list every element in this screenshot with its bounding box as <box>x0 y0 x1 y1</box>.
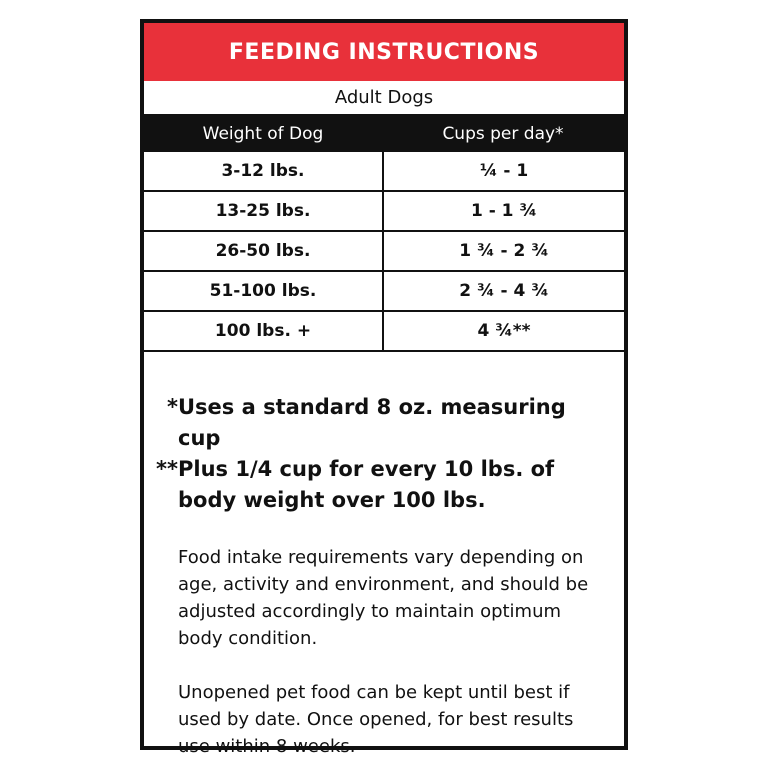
cups-cell: 1 - 1 ¾ <box>470 201 538 221</box>
storage-paragraph: Unopened pet food can be kept until best if used by date. Once opened, for best results use within 8 weeks. <box>178 682 574 757</box>
table-row <box>144 312 624 350</box>
weight-cell: 26-50 lbs. <box>144 232 384 270</box>
panel-subtitle: Adult Dogs <box>144 81 624 116</box>
weight-cell: 51-100 lbs. <box>144 272 384 310</box>
intake-paragraph: Food intake requirements vary depending on age, activity and environment, and should be adjusted accordingly to maintain optimum body condition. <box>178 547 589 649</box>
cups-cell: 2 ¾ - 4 ¾ <box>459 281 549 301</box>
cups-cell: 4 ¾** <box>477 321 531 341</box>
feeding-table <box>144 152 624 352</box>
footnote-text: Plus 1/4 cup for every 10 lbs. of body weight over 100 lbs. <box>178 457 555 512</box>
panel-title: FEEDING INSTRUCTIONS <box>144 23 624 81</box>
weight-cell: 13-25 lbs. <box>144 192 384 230</box>
footnote-mark: ** <box>156 457 178 481</box>
table-row <box>144 232 624 272</box>
footnote-extra-weight <box>156 454 610 516</box>
footnote-mark: * <box>167 395 178 419</box>
footnote-text: Uses a standard 8 oz. measuring cup <box>178 395 566 450</box>
table-row <box>144 152 624 192</box>
column-header-weight: Weight of Dog <box>202 124 324 144</box>
column-header-cups: Cups per day* <box>442 124 564 144</box>
cups-cell: ¼ - 1 <box>479 161 529 181</box>
weight-cell: 100 lbs. + <box>144 312 384 350</box>
table-row <box>144 192 624 232</box>
weight-cell: 3-12 lbs. <box>144 152 384 190</box>
cups-cell: 1 ¾ - 2 ¾ <box>459 241 549 261</box>
notes-section <box>144 352 624 760</box>
table-header <box>144 116 624 152</box>
table-row <box>144 272 624 312</box>
feeding-instructions-panel <box>140 19 628 757</box>
footnote-measuring-cup <box>164 392 610 454</box>
